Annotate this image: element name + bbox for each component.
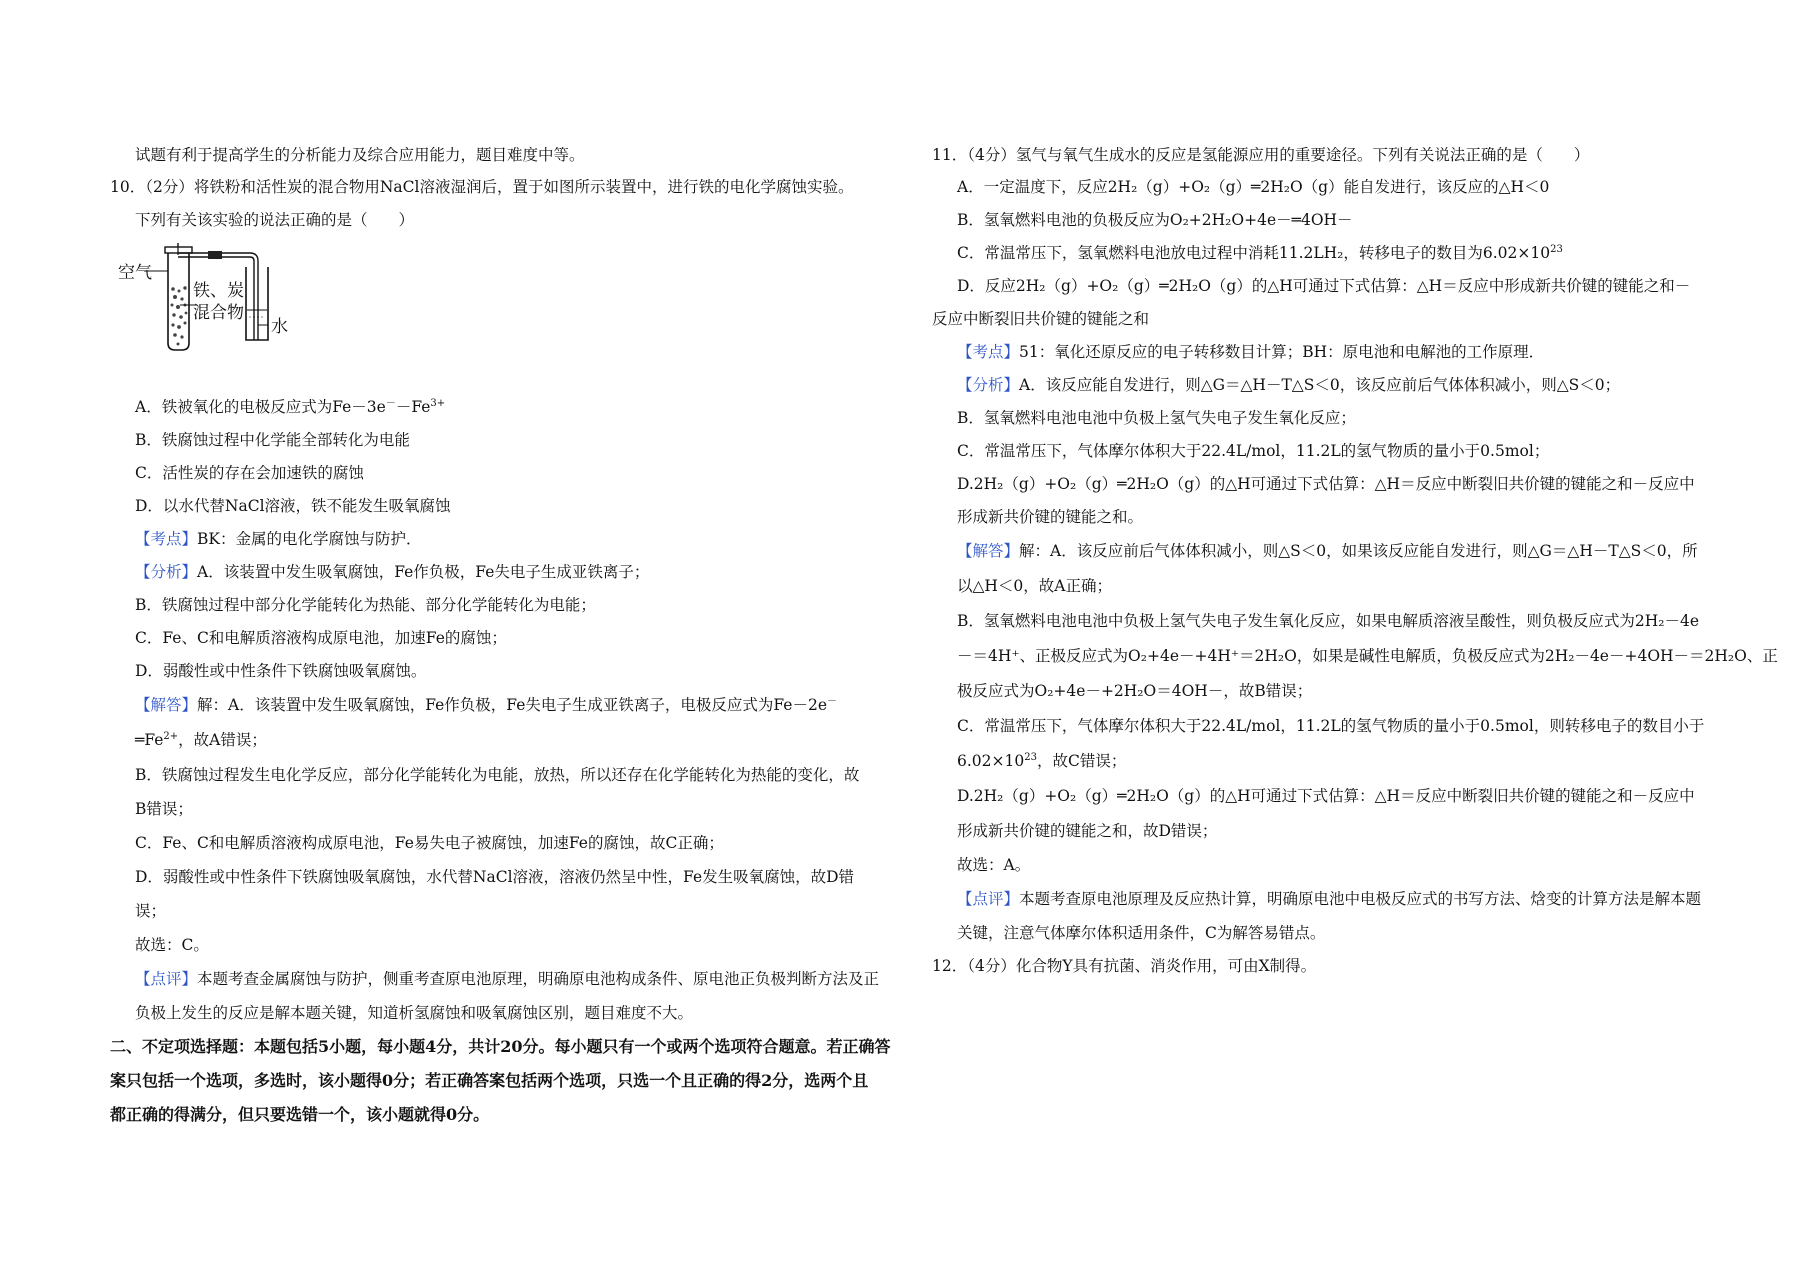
q11-fenxi-d1: D.2H₂（g）+O₂（g）═2H₂O（g）的△H可通过下式估算：△H＝反应中断裂旧共价键的键能之和－反应中 xyxy=(957,475,1695,493)
q11-stem: 11．（4分）氢气与氧气生成水的反应是氢能源应用的重要途径。下列有关说法正确的是（ ） xyxy=(932,146,1590,164)
q11-fenxi-d2: 形成新共价键的键能之和。 xyxy=(957,508,1144,526)
section2-line3: 都正确的得满分，但只要选错一个，该小题就得0分。 xyxy=(110,1105,490,1124)
q10-jieda-a2: $═Fe^{2+}$，故A错误； xyxy=(135,730,267,749)
corrosion-apparatus-diagram xyxy=(118,245,320,360)
q11-jieda-d1: D.2H₂（g）+O₂（g）═2H₂O（g）的△H可通过下式估算：△H＝反应中断裂旧共价键的键能之和－反应中 xyxy=(957,787,1695,805)
q11-dianping-1: 【点评】本题考查原电池原理及反应热计算，明确原电池中电极反应式的书写方法、焓变的计算方法是解本题 xyxy=(957,890,1702,908)
q11-jieda-a1: 【解答】解：A．该反应前后气体体积减小，则△S＜0，如果该反应能自发进行，则△G＝△H－T△S＜0，所 xyxy=(957,542,1698,560)
q10-kaodian: 【考点】BK：金属的电化学腐蚀与防护． xyxy=(135,530,422,548)
q10-dianping-2: 负极上发生的反应是解本题关键，知道析氢腐蚀和吸氧腐蚀区别，题目难度不大。 xyxy=(135,1004,694,1022)
q10-stem-line1: 10．（2分）将铁粉和活性炭的混合物用NaCl溶液湿润后，置于如图所示装置中，进行铁的电化学腐蚀实验。 xyxy=(110,178,854,196)
label-air: 空气 xyxy=(118,263,152,283)
q10-fenxi-d: D．弱酸性或中性条件下铁腐蚀吸氧腐蚀。 xyxy=(135,662,427,680)
label-mixture: 混合物 xyxy=(193,303,244,323)
q10-fenxi-c: C．Fe、C和电解质溶液构成原电池，加速Fe的腐蚀； xyxy=(135,629,507,647)
q10-jieda-b1: B．铁腐蚀过程发生电化学反应，部分化学能转化为电能，放热，所以还存在化学能转化为热能的变化，故 xyxy=(135,766,860,784)
section2-line1: 二、不定项选择题：本题包括5小题，每小题4分，共计20分。每小题只有一个或两个选项符合题意。若正确答 xyxy=(110,1037,891,1056)
q10-jieda-a1: 【解答】解：A．该装置中发生吸氧腐蚀，Fe作负极，Fe失电子生成亚铁离子，电极反应式为Fe－2e－ xyxy=(135,695,837,714)
q10-option-c: C．活性炭的存在会加速铁的腐蚀 xyxy=(135,464,364,482)
q10-jieda-d1: D．弱酸性或中性条件下铁腐蚀吸氧腐蚀，水代替NaCl溶液，溶液仍然呈中性，Fe发生吸氧腐蚀，故D错 xyxy=(135,868,855,886)
q11-choice: 故选：A。 xyxy=(957,856,1031,874)
q11-jieda-c1: C．常温常压下，气体摩尔体积大于22.4L/mol，11.2L的氢气物质的量小于0.5mol，则转移电子的数目小于 xyxy=(957,717,1705,735)
q11-jieda-a2: 以△H＜0，故A正确； xyxy=(957,577,1112,595)
q10-jieda-d2: 误； xyxy=(135,902,167,920)
q10-option-d: D．以水代替NaCl溶液，铁不能发生吸氧腐蚀 xyxy=(135,497,451,515)
q11-fenxi-c: C．常温常压下，气体摩尔体积大于22.4L/mol，11.2L的氢气物质的量小于0.5mol； xyxy=(957,442,1550,460)
q10-fenxi-a: 【分析】A．该装置中发生吸氧腐蚀，Fe作负极，Fe失电子生成亚铁离子； xyxy=(135,563,650,581)
q11-jieda-b3: 极反应式为O₂+4e－+2H₂O＝4OH－，故B错误； xyxy=(957,682,1313,700)
q11-dianping-2: 关键，注意气体摩尔体积适用条件，C为解答易错点。 xyxy=(957,924,1326,942)
q10-option-a: A．铁被氧化的电极反应式为$Fe-3e^--Fe^{3+}$ xyxy=(135,397,446,416)
label-iron-carbon: 铁、炭 xyxy=(193,281,244,301)
q11-option-c: C．常温常压下，氢氧燃料电池放电过程中消耗11.2LH₂，转移电子的数目为$6.02\times 10^{23}$ xyxy=(957,243,1563,262)
q10-fenxi-b: B．铁腐蚀过程中部分化学能转化为热能、部分化学能转化为电能； xyxy=(135,596,596,614)
q11-option-a: A．一定温度下，反应2H₂（g）+O₂（g）═2H₂O（g）能自发进行，该反应的△H＜0 xyxy=(957,178,1550,196)
q11-jieda-b2: －＝4H⁺、正极反应式为O₂+4e－+4H⁺＝2H₂O，如果是碱性电解质，负极反应式为2H₂－4e－+4OH－＝2H₂O、正 xyxy=(957,647,1778,665)
q10-jieda-c: C．Fe、C和电解质溶液构成原电池，Fe易失电子被腐蚀，加速Fe的腐蚀，故C正确； xyxy=(135,834,724,852)
water-tube-shape xyxy=(246,267,268,340)
intro-tail: 试题有利于提高学生的分析能力及综合应用能力，题目难度中等。 xyxy=(135,146,585,164)
section2-line2: 案只包括一个选项，多选时，该小题得0分；若正确答案包括两个选项，只选一个且正确的得2分，选两个且 xyxy=(110,1071,869,1090)
q10-choice: 故选：C。 xyxy=(135,936,209,954)
q11-option-d2: 反应中断裂旧共价键的键能之和 xyxy=(932,310,1150,328)
rubber-tube-shape xyxy=(208,251,222,259)
q11-fenxi-b: B．氢氧燃料电池电池中负极上氢气失电子发生氧化反应； xyxy=(957,409,1356,427)
q10-dianping-1: 【点评】本题考查金属腐蚀与防护，侧重考查原电池原理，明确原电池构成条件、原电池正负极判断方法及正 xyxy=(135,970,880,988)
q10-jieda-b2: B错误； xyxy=(135,800,193,818)
q11-jieda-c2: $6.02\times 10^{23}$，故C错误； xyxy=(957,751,1127,770)
q11-jieda-d2: 形成新共价键的键能之和，故D错误； xyxy=(957,822,1218,840)
q11-option-d1: D．反应2H₂（g）+O₂（g）═2H₂O（g）的△H可通过下式估算：△H＝反应中形成新共价键的键能之和－ xyxy=(957,277,1691,295)
label-water: 水 xyxy=(271,317,288,337)
q12-stem: 12．（4分）化合物Y具有抗菌、消炎作用，可由X制得。 xyxy=(932,957,1317,975)
q11-jieda-b1: B．氢氧燃料电池电池中负极上氢气失电子发生氧化反应，如果电解质溶液呈酸性，则负极反应式为2H₂－4e xyxy=(957,612,1700,630)
q10-option-b: B．铁腐蚀过程中化学能全部转化为电能 xyxy=(135,431,410,449)
q10-stem-line2: 下列有关该实验的说法正确的是（ ） xyxy=(135,211,415,229)
q11-kaodian: 【考点】51：氧化还原反应的电子转移数目计算；BH：原电池和电解池的工作原理． xyxy=(957,343,1545,361)
q11-option-b: B．氢氧燃料电池的负极反应为O₂+2H₂O+4e－═4OH－ xyxy=(957,211,1353,229)
q11-fenxi-a: 【分析】A．该反应能自发进行，则△G＝△H－T△S＜0，该反应前后气体体积减小，则△S＜0； xyxy=(957,376,1621,394)
